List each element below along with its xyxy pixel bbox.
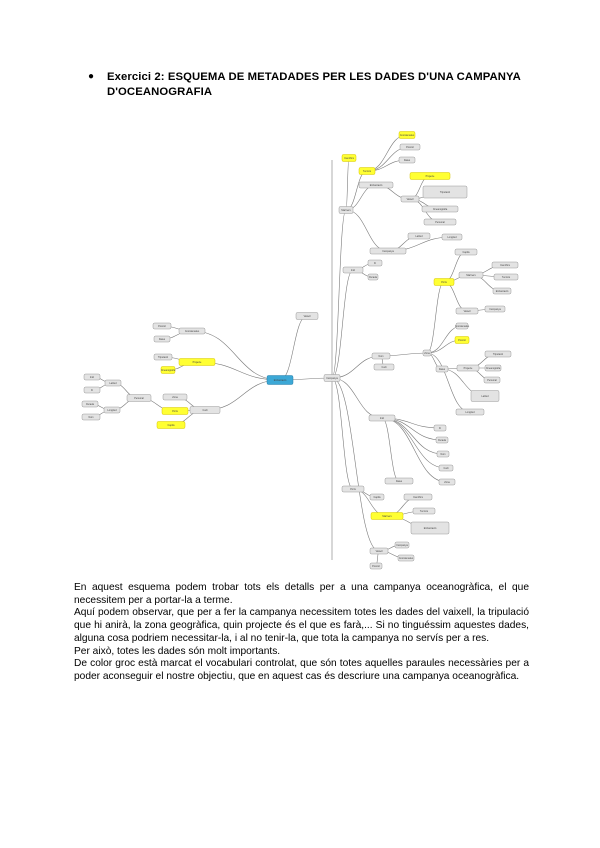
mind-map-node [459, 272, 483, 278]
mind-map-node [369, 415, 395, 421]
node-label: Ports [172, 410, 178, 414]
mind-map-node [436, 366, 448, 372]
node-label: Tripulació [157, 356, 169, 360]
mind-map-node [399, 157, 415, 163]
node-label: Oceanografia [432, 208, 448, 212]
node-label: Zona [172, 396, 178, 400]
node-label: Latitud [481, 395, 489, 399]
node-label: Nom [378, 355, 384, 359]
connector-line [379, 417, 399, 481]
node-label: Projecte [463, 367, 473, 371]
node-label: Codi [443, 467, 449, 471]
node-label: Embarcació [273, 379, 287, 383]
paragraph-importance: Per això, totes les dades són molt importants. [74, 645, 281, 657]
controlled-vocabulary-node [371, 513, 403, 520]
node-label: Codi [381, 366, 387, 370]
mind-map-node [493, 288, 511, 294]
mind-map-node [104, 407, 120, 413]
mind-map-node [485, 306, 505, 312]
node-label: Vaixell [303, 315, 311, 319]
mind-map-node [385, 478, 413, 484]
mind-map-node [395, 542, 409, 548]
node-label: Inici [89, 376, 95, 380]
paragraph-observation: Aquí podem observar, que per a fer la campanya necessitem totes les dades del vaixell, la tripulació que hi anirà, la zona geogràfica, quin projecte és el que es farà,... Si no tinguéssim aquestes dades, alguna cosa podriem necessitar-la, i al no tenir-la, que tota la campanya no servís per a res. [74, 607, 529, 644]
mind-map-node [455, 249, 477, 255]
mind-map-node [359, 182, 393, 188]
mind-map-node [370, 548, 388, 554]
mind-map-node [179, 328, 205, 334]
node-label: Capità [167, 424, 175, 428]
mind-map-node [84, 387, 100, 393]
connector-line [427, 282, 444, 353]
node-label: Codi [202, 409, 208, 413]
node-label: Posició [406, 146, 414, 150]
node-label: Vaixell [375, 550, 383, 554]
node-label: Nom [88, 416, 94, 420]
mind-map-node [339, 207, 353, 214]
mind-map-node [442, 234, 462, 240]
node-label: Científics [413, 496, 423, 500]
connector-line [346, 210, 388, 251]
mind-map-node [84, 374, 100, 380]
connector-line [444, 282, 467, 311]
node-label: Tècnics [362, 170, 372, 174]
controlled-vocabulary-node [161, 367, 176, 374]
node-label: Capità [462, 251, 470, 255]
mind-map-node [437, 451, 449, 457]
mind-map-node [434, 425, 446, 431]
node-label: Coordenades [454, 325, 470, 329]
connector-line [332, 378, 379, 551]
node-label: Zona [444, 481, 450, 485]
mind-map-node [370, 494, 384, 500]
connector-line [280, 316, 307, 380]
node-label: Longitud [107, 409, 117, 413]
mind-map-node [153, 323, 171, 329]
mind-map-node [411, 522, 449, 534]
mind-map-node [408, 233, 430, 239]
node-label: Oceanografia [160, 369, 176, 373]
node-label: Personal [435, 221, 445, 225]
mind-map-node [457, 365, 479, 371]
node-label: Coordenades [398, 557, 414, 561]
mind-map-node [154, 354, 172, 360]
node-label: Inici [379, 417, 385, 421]
mind-map-node [127, 395, 151, 402]
mind-map-node [413, 508, 435, 514]
node-label: Ports [350, 488, 356, 492]
node-label: Científics [500, 264, 510, 268]
node-label: Científics [344, 157, 354, 161]
mind-map-node [105, 380, 121, 386]
controlled-vocabulary-node [157, 422, 185, 429]
node-label: Embarcació [369, 184, 383, 188]
mind-map-node [342, 486, 364, 492]
node-label: Embarcació [495, 290, 509, 294]
controlled-vocabulary-node [455, 337, 469, 344]
mind-map-node [424, 219, 456, 225]
mind-map-node [374, 364, 394, 370]
node-label: Inici [350, 269, 356, 273]
node-label: Personal [134, 397, 144, 401]
connector-line [346, 158, 349, 210]
bullet-icon: ● [88, 71, 95, 82]
mind-map-node [456, 308, 478, 314]
node-label: Embarcació [423, 527, 437, 531]
node-label: Latitud [415, 235, 423, 239]
mind-map-node [190, 407, 220, 414]
mind-map-node [471, 391, 499, 402]
node-label: Campanya [489, 308, 501, 312]
mind-map-node [401, 196, 419, 202]
mind-map-node [404, 494, 432, 500]
heading-title: Exercici 2: ESQUEMA DE METADADES PER LES DADES D'UNA CAMPANYA D'OCEANOGRAFIA [107, 71, 521, 98]
mind-map-node [439, 465, 453, 471]
mind-map-node [456, 409, 484, 415]
node-label: Capità [373, 496, 381, 500]
mind-map-node [368, 274, 378, 280]
node-label: Dates [403, 159, 411, 163]
node-label: Projecte [425, 175, 435, 179]
node-label: Mariners [466, 274, 476, 278]
controlled-vocabulary-node [399, 132, 415, 139]
node-label: Dates [395, 480, 403, 484]
mind-map-node [492, 262, 518, 268]
node-label: Zona [424, 352, 430, 356]
node-label: Fi [374, 262, 376, 266]
body-text [74, 582, 529, 684]
node-label: Oceanografia [485, 367, 501, 371]
mind-map-node [372, 353, 390, 359]
node-label: Longitud [447, 236, 457, 240]
node-label: Posició [158, 325, 166, 329]
mind-map-node [82, 414, 100, 420]
controlled-vocabulary-node [410, 173, 450, 180]
connector-line [192, 331, 280, 380]
node-label: Campanya [326, 377, 338, 381]
node-label: Projecte [192, 361, 202, 365]
mind-map-node [423, 350, 431, 356]
node-label: Tripulació [439, 191, 451, 195]
node-label: Durada [369, 276, 377, 280]
controlled-vocabulary-node [342, 155, 356, 162]
mind-map-node [163, 394, 187, 400]
connector-line [379, 417, 442, 440]
node-label: Durada [86, 403, 94, 407]
mind-map-node [484, 377, 500, 383]
connector-line [332, 378, 382, 418]
node-label: Campanya [396, 544, 408, 548]
mind-map-node [400, 144, 420, 150]
controlled-vocabulary-node [162, 408, 188, 415]
controlled-vocabulary-node [359, 168, 375, 175]
mind-map-node [436, 437, 448, 443]
node-label: Fi [91, 389, 93, 393]
root-node [267, 376, 293, 385]
paragraph-intro: En aquest esquema podem trobar tots els detalls per a una campanya oceanogràfica, el que necessitem per a portar-la a terme. [74, 582, 529, 606]
node-label: Latitud [109, 382, 117, 386]
node-label: Vaixell [406, 198, 414, 202]
mind-map-node [485, 365, 501, 371]
node-label: Fi [439, 427, 441, 431]
node-label: Campanya [382, 250, 394, 254]
node-label: Personal [487, 379, 497, 383]
node-label: Tècnics [419, 510, 429, 514]
mind-map-node [455, 323, 470, 329]
node-label: Durada [438, 439, 446, 443]
mind-map-node [370, 248, 406, 254]
mind-map-node [296, 313, 318, 320]
node-label: Vaixell [463, 310, 471, 314]
mind-map-node [398, 555, 414, 561]
mind-map-node [343, 267, 363, 273]
mind-map-node [82, 401, 98, 407]
mind-map-node [154, 336, 170, 342]
mind-map-node [324, 375, 340, 382]
node-label: Tècnics [501, 276, 511, 280]
mind-map-node [485, 351, 511, 357]
node-label: Mariners [382, 515, 392, 519]
mind-map-node [423, 186, 467, 198]
mind-map-node [439, 479, 455, 485]
connector-line [353, 489, 387, 516]
controlled-vocabulary-node [179, 359, 215, 366]
node-label: Coordenades [184, 330, 200, 334]
mind-map-node [494, 274, 518, 280]
mind-map-node [368, 260, 382, 266]
paragraph-vocabulary: De color groc està marcat el vocabulari controlat, que són totes aquelles paraules necessàries per a poder aconseguir el nostre objectiu, que en aquest cas és descriure una campanya oceanogràfica. [74, 658, 529, 682]
mind-map-node [370, 563, 382, 569]
node-label: Mariners [341, 209, 351, 213]
connector-line [332, 378, 353, 489]
node-label: Nom [440, 453, 446, 457]
node-label: Ports [441, 281, 447, 285]
controlled-vocabulary-node [434, 279, 454, 286]
node-label: Tripulació [492, 353, 504, 357]
mind-map-node [422, 206, 458, 212]
node-label: Posició [458, 339, 466, 343]
node-label: Posició [372, 565, 380, 569]
node-label: Longitud [465, 411, 475, 415]
connector-line [332, 210, 346, 378]
node-label: Dates [438, 368, 446, 372]
node-label: Dates [158, 338, 166, 342]
node-label: Coordenades [399, 134, 415, 138]
